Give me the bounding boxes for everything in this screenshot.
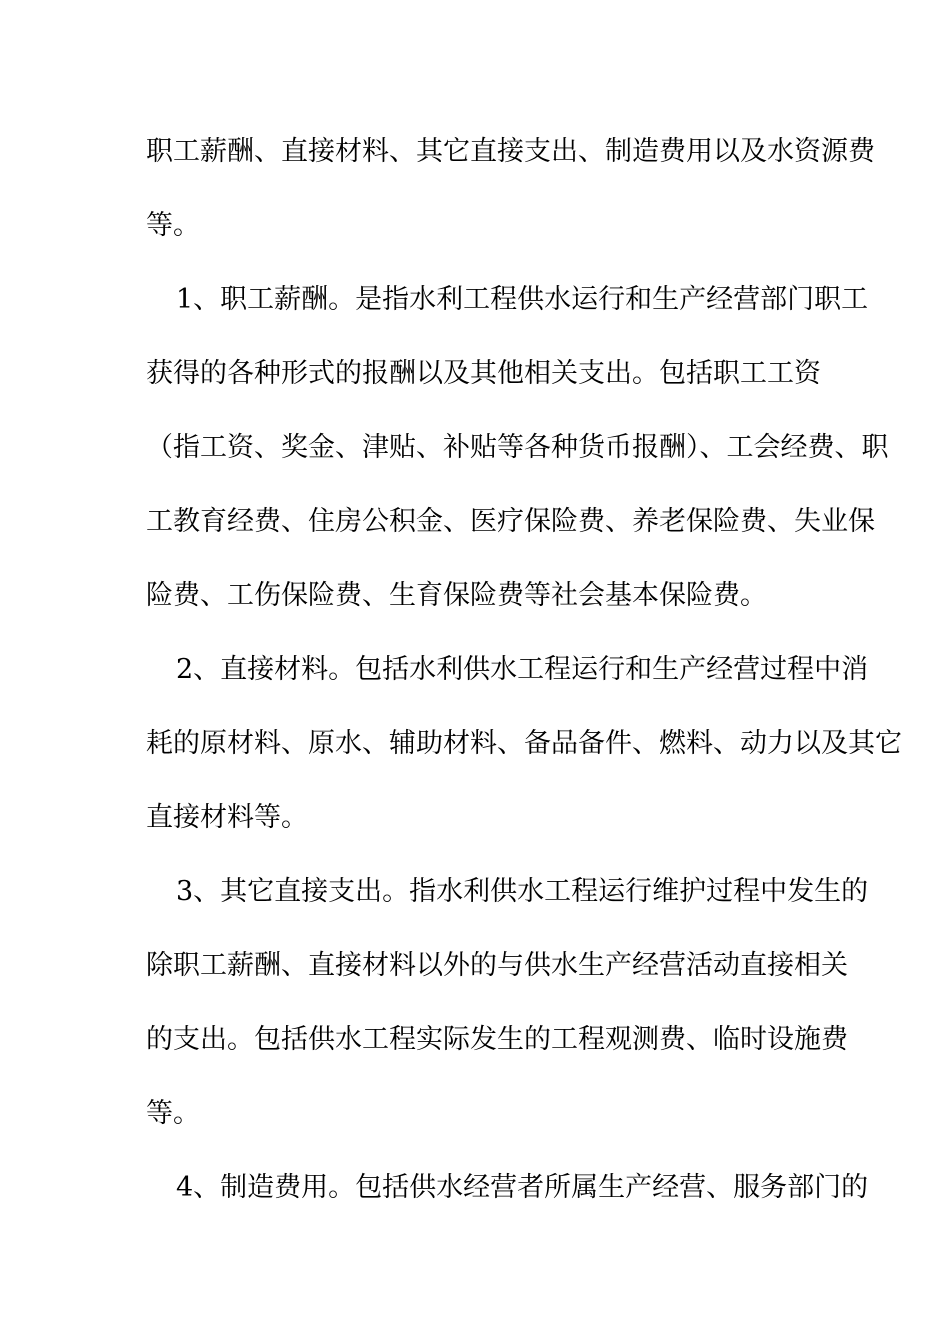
- text-line: （指工资、奖金、津贴、补贴等各种货币报酬）、工会经费、职: [146, 432, 889, 463]
- text-line: 获得的各种形式的报酬以及其他相关支出。包括职工工资: [146, 358, 821, 389]
- paragraph-2-start: 2、直接材料。包括水利供水工程运行和生产经营过程中消: [176, 654, 869, 685]
- text-line: 等。: [146, 210, 200, 241]
- paragraph-1-start: 1、职工薪酬。是指水利工程供水运行和生产经营部门职工: [176, 284, 869, 315]
- text-line: 直接材料等。: [146, 802, 308, 833]
- text-line: 等。: [146, 1098, 200, 1129]
- text-line: 险费、工伤保险费、生育保险费等社会基本保险费。: [146, 580, 767, 611]
- text-line: 职工薪酬、直接材料、其它直接支出、制造费用以及水资源费: [146, 136, 875, 167]
- text-line: 的支出。包括供水工程实际发生的工程观测费、临时设施费: [146, 1024, 848, 1055]
- text-line: 耗的原材料、原水、辅助材料、备品备件、燃料、动力以及其它: [146, 728, 902, 759]
- text-line: 工教育经费、住房公积金、医疗保险费、养老保险费、失业保: [146, 506, 875, 537]
- paragraph-3-start: 3、其它直接支出。指水利供水工程运行维护过程中发生的: [176, 876, 869, 907]
- text-line: 除职工薪酬、直接材料以外的与供水生产经营活动直接相关: [146, 950, 848, 981]
- paragraph-4-start: 4、制造费用。包括供水经营者所属生产经营、服务部门的: [176, 1172, 869, 1203]
